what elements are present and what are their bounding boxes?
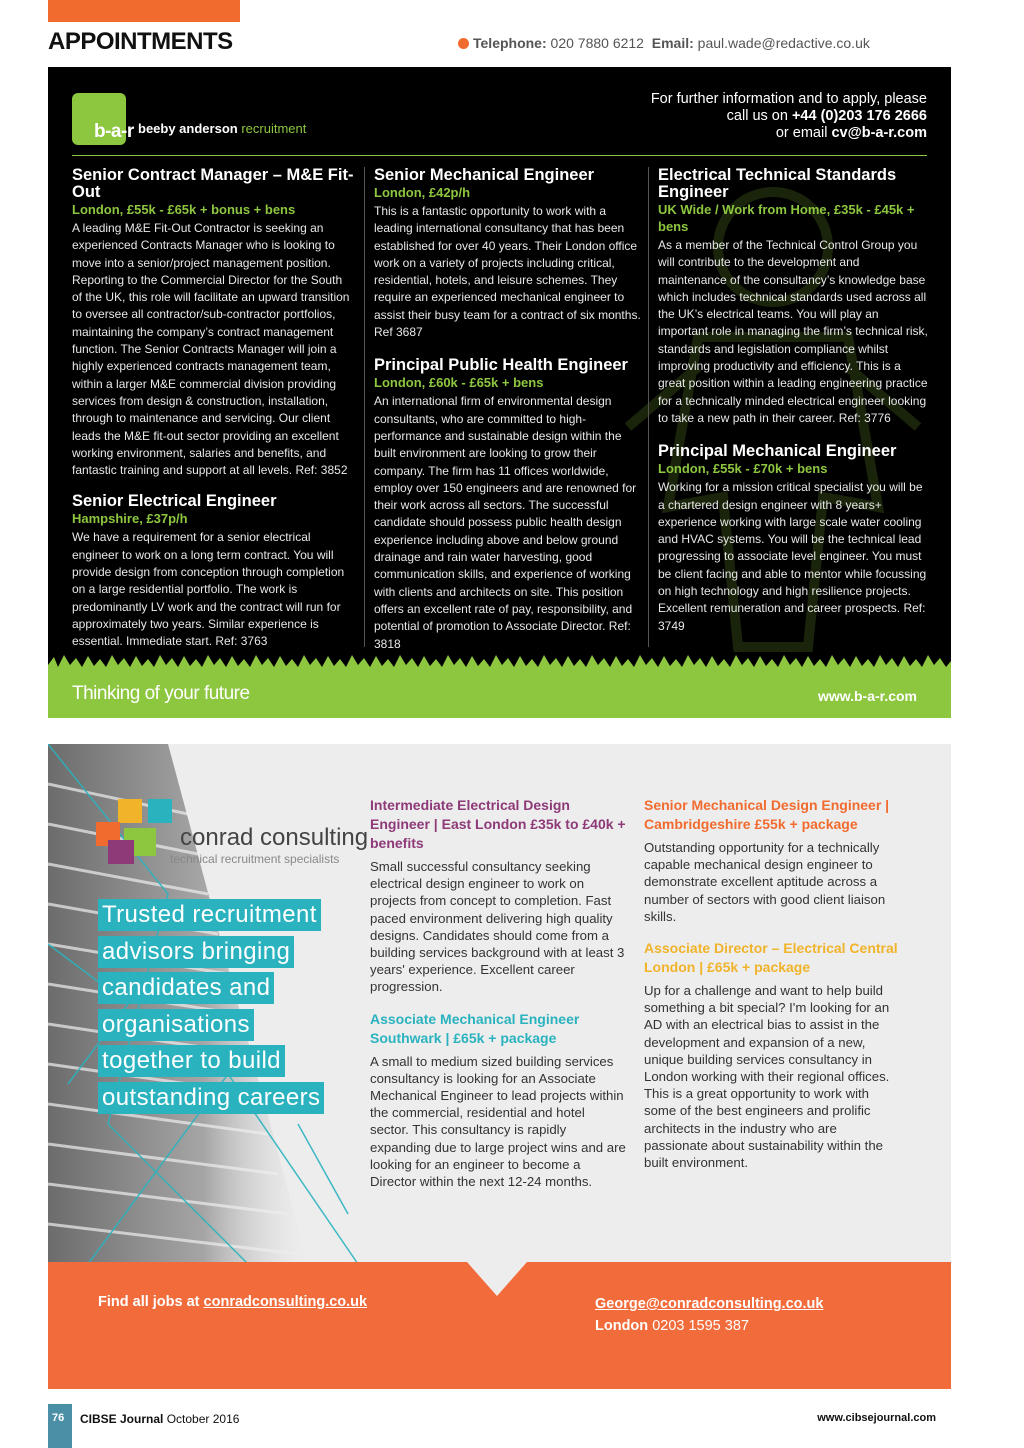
job-listing [658,443,928,635]
bar-logo [72,93,134,145]
tagline-line: candidates and [98,972,274,1004]
phone-label: London [595,1318,649,1334]
conrad-tagline [98,899,324,1118]
job-title[interactable]: Associate Mechanical Engineer Southwark | £65k + package [370,1010,580,1046]
journal-name: CIBSE Journal [80,1412,164,1426]
conrad-column-1 [370,796,626,1204]
job-location-salary: London, £42p/h [374,185,471,200]
column-divider [648,167,649,647]
job-description: A small to medium sized building services consultancy is looking for an Associate Mechanical Engineer to lead projects within the commercial, residential and hotel sector. This consultancy is rapidly expanding due to large project wins and are looking for an engineer to become a Director within the next 12-24 months. [370,1053,626,1190]
page-number: 76 [52,1412,65,1424]
job-title[interactable]: Senior Contract Manager – M&E Fit-Out [72,166,354,201]
page-number-tab [48,1404,72,1448]
tagline-line: Trusted recruitment [98,899,321,931]
section-color-bar [48,0,240,22]
job-listing [644,939,900,1171]
job-location-salary: London, £55k - £70k + bens [658,461,828,477]
logo-square-purple [108,840,134,864]
bar-info-prefix: call us on [726,108,788,124]
job-description: Small successful consultancy seeking electrical design engineer to work on projects from concept to completion. Fast paced environment delivering high quality designs. Candidates should come from a building services background with at least 3 years' experience. Excellent career progression. [370,859,625,995]
contact-line [458,35,870,51]
job-description: Outstanding opportunity for a technically capable mechanical design engineer to demonstrate excellent aptitude across a number of sectors with good client liaison skills. [644,840,886,924]
job-title[interactable]: Intermediate Electrical Design Engineer | East London £35k to £40k + benefits [370,797,626,851]
job-description: An international firm of environmental design consultants, who are committed to high-performance and sustainable design within the built environment are looking to grow their company. The firm has 11 offices worldwide, employ over 150 engineers and are renowned for their work across all sectors. The successful candidate should possess public health design experience including above and below ground drainage and rain water harvesting, good communication skills, and experience of working with clients and architects on site. This position offers an excellent rate of pay, responsibility, and potential of promotion to Associate Director. Ref: 3818 [374,394,637,651]
job-title[interactable]: Senior Mechanical Design Engineer | Cambridgeshire £55k + package [644,797,890,832]
job-listing [374,167,642,341]
job-description: A leading M&E Fit-Out Contractor is seeking an experienced Contracts Manager who is looking to move into a senior/project management position. Reporting to the Commercial Director for the South of the UK, this role will facilitate an upward transition to oversee all contractor/sub-contractor portfolios, maintaining the company’s contract management function. The Senior Contracts Manager will join a highly experienced contracts management team, within a larger M&E commercial division providing services from design & construction, installation, through to maintenance and servicing. Our client leads the M&E fit-out sector providing an excellent working environment, salaries and benefits, and fantastic training and support at all levels. Ref: 3852 [72,221,350,478]
telephone-label: Telephone: [473,35,547,51]
section-title: APPOINTMENTS [48,28,233,55]
job-title[interactable]: Electrical Technical Standards Engineer [658,166,897,201]
job-location-salary: London, £55k - £65k + bonus + bens [72,202,296,217]
job-description: As a member of the Technical Control Group you will contribute to the development and maintenance of the consultancy’s knowledge base which includes technical standards used across all the UK’s electrical teams. You will play an important role in managing the firm’s technical risk, standards and legislation compliance whilst improving productivity and efficiency. This is a great position within a leading engineering practice for a technically minded electrical engineer looking to take a new path in their career. Ref: 3776 [658,238,928,425]
email-label: Email: [651,35,694,51]
job-description: Up for a challenge and want to help build something a bit special? I'm looking for an AD with an electrical bias to assist in the development and expansion of a new, unique building services consultancy in London working with their regional offices. This is a great opportunity to work with some of the best engineers and prolific architects in the industry who are passionate about sustainability within the built environment. [644,983,890,1171]
job-title[interactable]: Senior Mechanical Engineer [374,166,595,184]
job-listing [658,167,928,427]
find-jobs-prefix: Find all jobs at [98,1294,200,1310]
bar-column-3 [658,167,928,647]
conrad-logo-subtitle: technical recruitment specialists [170,852,340,866]
job-title[interactable]: Associate Director – Electrical Central London | £65k + package [644,940,898,976]
tagline-line: organisations [98,1009,254,1041]
job-title[interactable]: Senior Electrical Engineer [72,492,277,511]
tagline-line: outstanding careers [98,1082,324,1114]
job-title[interactable]: Principal Public Health Engineer [374,356,628,375]
tagline-line: together to build [98,1045,285,1077]
conrad-footer-band [48,1262,951,1389]
job-listing [374,357,642,652]
bar-column-1 [72,167,354,663]
job-listing [370,1010,626,1191]
bar-logo-name: beeby anderson [138,121,238,136]
job-location-salary: UK Wide / Work from Home, £35k - £45k + bens [658,202,915,234]
job-title[interactable]: Principal Mechanical Engineer [658,442,897,461]
logo-square-teal [148,799,172,823]
grass-decoration [48,653,951,675]
conrad-logo-name: conrad consulting [180,824,369,851]
conrad-advert [48,744,951,1389]
journal-website-link[interactable]: www.cibsejournal.com [817,1412,936,1424]
conrad-phone-line [595,1318,749,1334]
bar-column-2 [374,167,642,665]
divider [72,155,927,156]
bar-contact-info [651,91,927,142]
tagline-line: advisors bringing [98,936,294,968]
job-description: This is a fantastic opportunity to work with a leading international consultancy that has been established for over 40 years. Their London office work on a variety of projects including critical, residential, hotels, and leisure schemes. They require an experienced mechanical engineer to assist their busy team for a contract of six months. Ref 3687 [374,204,641,340]
bar-slogan: Thinking of your future [72,683,250,704]
telephone-number[interactable]: 020 7880 6212 [550,35,644,51]
job-location-salary: Hampshire, £37p/h [72,511,188,527]
job-listing [644,796,900,925]
bar-advert [48,67,951,718]
conrad-phone[interactable]: 0203 1595 387 [652,1318,749,1334]
bar-logo-mark: b-a-r [94,121,134,142]
job-listing [72,167,354,479]
logo-square-yellow [118,799,142,823]
job-description: Working for a mission critical specialist you will be a chartered design engineer with 8 years+ experience working with large scale water cooling and HVAC systems. You will be the technical lead progressing to associate level engineer. You must be client facing and able to mentor while focussing on high technology and high resilience projects. Excellent remuneration and career prospects. Ref: 3749 [658,480,927,633]
email-link[interactable]: paul.wade@redactive.co.uk [697,35,870,51]
bullet-icon [458,38,469,49]
conrad-column-2 [644,796,900,1185]
conrad-email-link[interactable]: George@conradconsulting.co.uk [595,1296,824,1312]
job-listing [72,493,354,650]
bar-footer-band [48,673,951,718]
bar-email[interactable]: cv@b-a-r.com [831,125,927,141]
job-description: We have a requirement for a senior electrical engineer to work on a long term contract. You will provide design from conception through completion on a large residential portfolio. The work is predominantly LV work and the contract will run for approximately two years. Similar experience is essential. Immediate start. Ref: 3763 [72,530,345,649]
job-listing [370,796,626,996]
journal-line [80,1412,239,1426]
bar-website-link[interactable]: www.b-a-r.com [817,688,917,704]
bar-logo-text [138,121,306,136]
footer-notch [467,1262,527,1296]
bar-info-prefix: or email [775,125,828,141]
bar-phone[interactable]: +44 (0)203 176 2666 [791,108,927,124]
job-location-salary: London, £60k - £65k + bens [374,375,544,391]
conrad-website-link[interactable]: conradconsulting.co.uk [203,1294,368,1310]
bar-info-line: For further information and to apply, please [650,91,927,107]
bar-logo-word: recruitment [241,121,307,136]
journal-issue: October 2016 [166,1412,240,1426]
column-divider [364,167,365,647]
find-jobs-line [98,1294,367,1310]
